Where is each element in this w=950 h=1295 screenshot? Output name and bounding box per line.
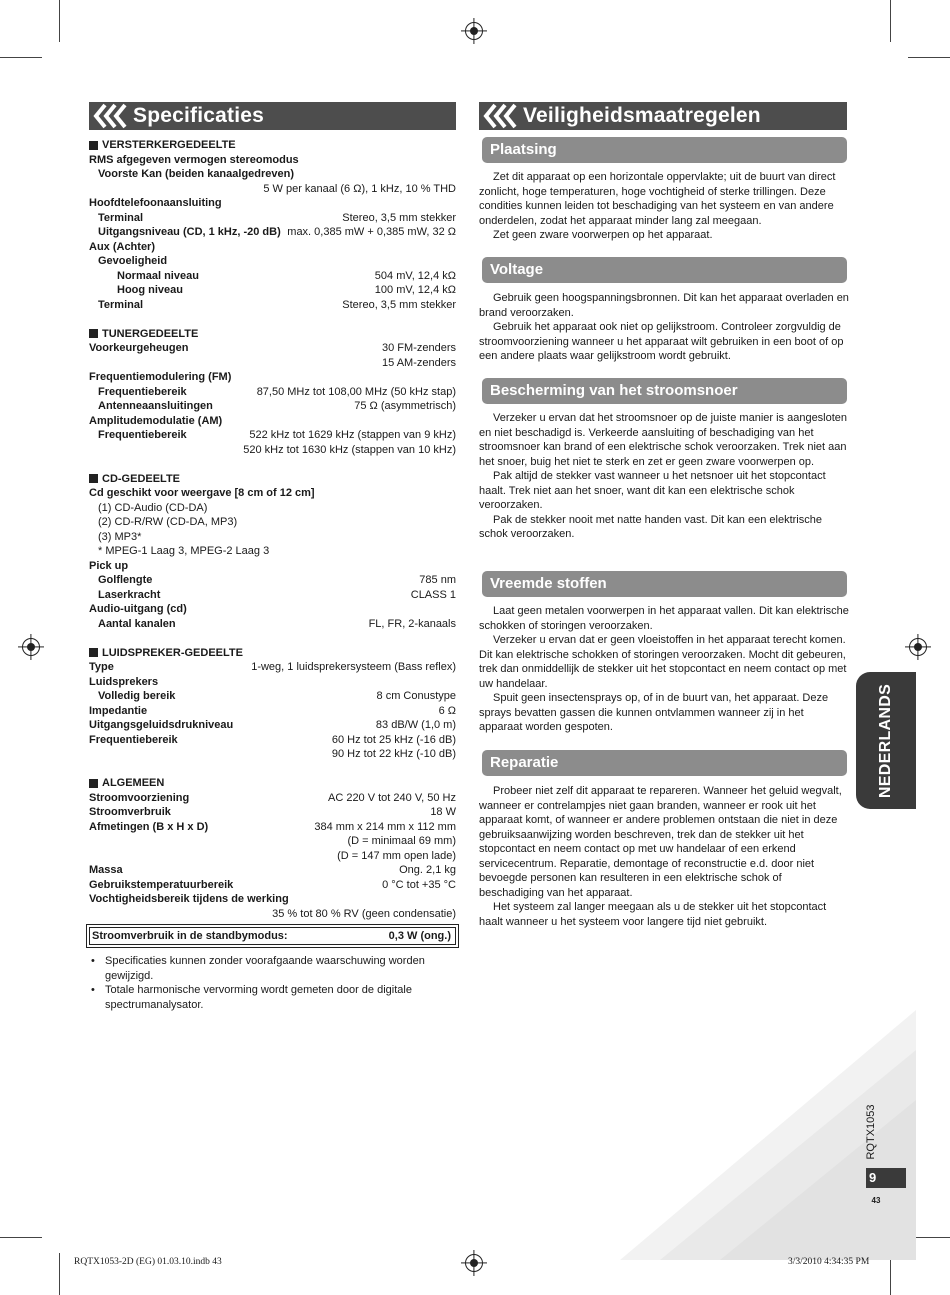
crop-mark: [0, 1237, 42, 1238]
paragraph: Gebruik geen hoogspanningsbronnen. Dit kan het apparaat overladen en brand veroorzaken.: [479, 292, 849, 319]
specs-title: Specificaties: [133, 104, 264, 127]
spec-value: 785 nm: [419, 574, 456, 586]
spec-value: 83 dB/W (1,0 m): [375, 719, 456, 731]
spec-label: Uitgangsgeluidsdrukniveau: [89, 719, 234, 731]
paragraph: Het systeem zal langer meegaan als u de stekker uit het stopcontact haalt wanneer u het systeem voor langere tijd niet gebruikt.: [479, 901, 827, 928]
crop-mark: [908, 57, 950, 58]
spec-label: Stroomverbruik: [89, 806, 171, 818]
repair-heading: Reparatie: [482, 750, 847, 776]
paragraph: Pak altijd de stekker vast wanneer u het netsnoer uit het stopcontact haalt. Trek niet aan het snoer, want dit kan een elektrische schok veroorzaken.: [479, 470, 826, 511]
spec-label: Aantal kanalen: [98, 617, 176, 630]
speaker-heading: LUIDSPREKER-GEDEELTE: [89, 646, 456, 661]
chevrons-icon: [479, 102, 525, 130]
standby-value: 0,3 W (ong.): [388, 929, 451, 942]
spec-label: Frequentiebereik: [89, 733, 178, 746]
spec-value: 30 FM-zenders: [382, 342, 456, 354]
spec-label: Type: [89, 661, 114, 673]
spec-value: 1-weg, 1 luidsprekersysteem (Bass reflex): [251, 661, 456, 673]
paragraph: Probeer niet zelf dit apparaat te repareren. Wanneer het geluid wegvalt, wanneer er contrelampjes niet gaan branden, wanneer er rook uit het apparaat komt, of wanneer er andere problemen ontstaan die niet in deze gebruiksaanwijzing worden beschreven, trek dan de stekker uit het stopcontact en neem contact op met uw handelaar of een erkend servicecentrum. Reparatie, demontage of reconstructie e.d. door niet bevoegde personen kan resulteren in een elektrische schok of beschadiging van het apparaat.: [479, 785, 842, 899]
language-tab: [856, 672, 916, 809]
chevrons-icon: [89, 102, 135, 130]
paragraph: Zet geen zware voorwerpen op het apparaat.: [493, 229, 713, 241]
crop-mark: [890, 0, 891, 42]
spec-label: Volledig bereik: [98, 690, 176, 702]
spec-value: Stereo, 3,5 mm stekker: [342, 211, 456, 224]
specs-list: [89, 138, 456, 1012]
list-item: • Totale harmonische vervorming wordt gemeten door de digitale spectrumanalysator.: [89, 983, 456, 1012]
square-bullet-icon: [89, 141, 98, 150]
cd-heading: CD-GEDEELTE: [89, 472, 456, 487]
spec-value: 87,50 MHz tot 108,00 MHz (50 kHz stap): [256, 385, 456, 398]
voltage-text: [479, 291, 849, 364]
registration-mark-icon: [22, 638, 40, 656]
cord-text: [479, 411, 849, 542]
spec-value: max. 0,385 mW + 0,385 mW, 32 Ω: [287, 226, 456, 238]
spec-label: Afmetingen (B x H x D): [89, 820, 209, 833]
spec-label: Gevoeligheid: [98, 255, 168, 267]
spec-label: Amplitudemodulatie (AM): [89, 414, 223, 427]
spec-label: Terminal: [98, 211, 144, 224]
spec-label: Pick up: [89, 559, 129, 572]
square-bullet-icon: [89, 779, 98, 788]
spec-label: Laserkracht: [98, 588, 161, 601]
spec-label: Stroomvoorziening: [89, 791, 190, 804]
model-code: RQTX1053: [865, 1104, 877, 1160]
repair-text: [479, 784, 849, 929]
spec-label: Antenneaansluitingen: [98, 400, 213, 412]
spec-value: 15 AM-zenders: [382, 356, 456, 369]
placement-heading: Plaatsing: [482, 137, 847, 163]
spec-label: Voorkeurgeheugen: [89, 342, 189, 354]
spec-value: 8 cm Conustype: [376, 690, 456, 702]
paragraph: Verzeker u ervan dat er geen vloeistoffen in het apparaat terecht komen. Dit kan elektrische schokken of storingen veroorzaken. Mocht dit gebeuren, trek dan onmiddellijk de stekker uit het stopcontact en neem contact op met uw handelaar.: [479, 634, 847, 690]
safety-header: [479, 102, 847, 130]
spec-label: Voorste Kan (beiden kanaalgedreven): [98, 168, 295, 180]
spec-value: 6 Ω: [438, 704, 456, 717]
spec-value: CLASS 1: [410, 588, 456, 601]
spec-label: * MPEG-1 Laag 3, MPEG-2 Laag 3: [98, 545, 270, 557]
placement-text: [479, 170, 849, 243]
amp-heading: VERSTERKERGEDEELTE: [89, 138, 456, 153]
spec-value: Stereo, 3,5 mm stekker: [342, 298, 456, 311]
spec-label: Frequentiemodulering (FM): [89, 371, 232, 383]
notes-list: [89, 954, 456, 1012]
spec-value: 100 mV, 12,4 kΩ: [374, 284, 456, 296]
paragraph: Spuit geen insectensprays op, of in de buurt van, het apparaat. Deze sprays bevatten gassen die kunnen ontvlammen wanneer zij in het apparaat worden gespoten.: [479, 692, 829, 733]
spec-label: Hoofdtelefoonaansluiting: [89, 197, 222, 209]
cord-heading: Bescherming van het stroomsnoer: [482, 378, 847, 404]
spec-value: 75 Ω (asymmetrisch): [354, 400, 456, 412]
spec-label: (3) MP3*: [98, 530, 142, 543]
registration-mark-icon: [465, 22, 483, 40]
spec-value: 90 Hz tot 22 kHz (-10 dB): [331, 748, 456, 760]
page-number-small: 43: [871, 1196, 881, 1205]
spec-value: (D = minimaal 69 mm): [347, 835, 456, 847]
spec-value: 5 W per kanaal (6 Ω), 1 kHz, 10 % THD: [263, 182, 456, 195]
paragraph: Zet dit apparaat op een horizontale oppervlakte; uit de buurt van direct zonlicht, hoge temperaturen, hoge vochtigheid of sterke trillingen. Deze condities kunnen leiden tot beschadiging van het systeem en van andere onderdelen, zodat het apparaat minder lang zal meegaan.: [479, 171, 836, 227]
spec-label: Uitgangsniveau (CD, 1 kHz, -20 dB): [98, 226, 281, 238]
footer-file: RQTX1053-2D (EG) 01.03.10.indb 43: [74, 1257, 222, 1267]
standby-label: Stroomverbruik in de standbymodus:: [92, 929, 288, 942]
list-item: • Specificaties kunnen zonder voorafgaande waarschuwing worden gewijzigd.: [89, 954, 456, 983]
registration-mark-icon: [909, 638, 927, 656]
spec-value: (D = 147 mm open lade): [337, 849, 456, 862]
spec-label: Frequentiebereik: [98, 429, 187, 441]
spec-label: Luidsprekers: [89, 675, 159, 688]
spec-value: 522 kHz tot 1629 kHz (stappen van 9 kHz): [249, 429, 456, 441]
spec-value: Ong. 2,1 kg: [399, 864, 456, 876]
spec-value: 35 % tot 80 % RV (geen condensatie): [272, 907, 456, 920]
spec-value: AC 220 V tot 240 V, 50 Hz: [327, 791, 456, 804]
spec-label: Hoog niveau: [117, 284, 184, 296]
paragraph: Pak de stekker nooit met natte handen vast. Dit kan een elektrische schok veroorzaken.: [479, 513, 822, 540]
crop-mark: [59, 0, 60, 42]
spec-label: Impedantie: [89, 704, 148, 717]
spec-label: RMS afgegeven vermogen stereomodus: [89, 153, 299, 166]
foreign-text: [479, 604, 849, 735]
spec-label: Frequentiebereik: [98, 385, 187, 398]
spec-value: 520 kHz tot 1630 kHz (stappen van 10 kHz): [243, 443, 456, 456]
paragraph: Verzeker u ervan dat het stroomsnoer op de juiste manier is aangesloten en niet beschadigd is. Verkeerde aansluiting of beschadiging van het stroomsnoer kan brand of een elektrische schok veroorzaken. Trek niet aan het snoer, buig het niet te sterk en zet er geen zware voorwerpen op.: [479, 412, 848, 468]
spec-value: 0 °C tot +35 °C: [382, 878, 456, 891]
spec-label: Golflengte: [98, 574, 153, 586]
standby-box: [89, 927, 456, 945]
crop-mark: [0, 57, 42, 58]
spec-label: Audio-uitgang (cd): [89, 603, 187, 615]
spec-value: FL, FR, 2-kanaals: [368, 617, 456, 630]
spec-value: 504 mV, 12,4 kΩ: [374, 269, 456, 282]
square-bullet-icon: [89, 648, 98, 657]
registration-mark-icon: [465, 1254, 483, 1272]
spec-label: Terminal: [98, 298, 144, 311]
spec-label: Gebruikstemperatuurbereik: [89, 878, 234, 891]
spec-value: 18 W: [430, 806, 456, 818]
voltage-heading: Voltage: [482, 257, 847, 283]
page-number: 9: [866, 1168, 906, 1188]
spec-value: 384 mm x 214 mm x 112 mm: [314, 820, 456, 833]
square-bullet-icon: [89, 474, 98, 483]
paragraph: Gebruik het apparaat ook niet op gelijkstroom. Controleer zorgvuldig de stroomvoorziening wanneer u het apparaat wilt gebruiken in een boot of op een andere plaats waar gelijkstroom wordt gebruikt.: [479, 321, 844, 362]
spec-label: Cd geschikt voor weergave [8 cm of 12 cm]: [89, 487, 315, 499]
spec-label: (1) CD-Audio (CD-DA): [98, 501, 208, 514]
spec-label: Aux (Achter): [89, 240, 156, 253]
specs-header: [89, 102, 456, 130]
square-bullet-icon: [89, 329, 98, 338]
paragraph: Laat geen metalen voorwerpen in het apparaat vallen. Dit kan elektrische schokken of storingen veroorzaken.: [479, 605, 849, 632]
general-heading: ALGEMEEN: [89, 776, 456, 791]
spec-label: (2) CD-R/RW (CD-DA, MP3): [98, 516, 238, 528]
footer-datetime: 3/3/2010 4:34:35 PM: [788, 1257, 870, 1267]
crop-mark: [59, 1253, 60, 1295]
spec-label: Normaal niveau: [117, 269, 199, 282]
foreign-heading: Vreemde stoffen: [482, 571, 847, 597]
tuner-heading: TUNERGEDEELTE: [89, 327, 456, 342]
spec-label: Vochtigheidsbereik tijdens de werking: [89, 893, 289, 905]
language-label: NEDERLANDS: [877, 683, 894, 798]
spec-label: Massa: [89, 864, 123, 876]
safety-title: Veiligheidsmaatregelen: [523, 104, 761, 127]
spec-value: 60 Hz tot 25 kHz (-16 dB): [331, 733, 456, 746]
